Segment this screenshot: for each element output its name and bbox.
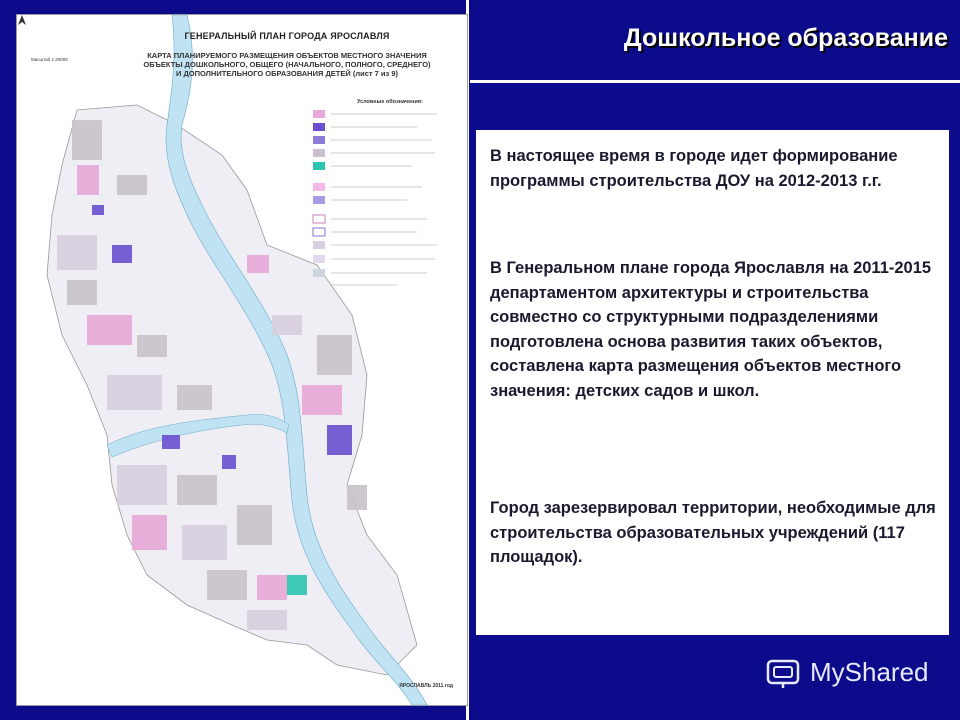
slide-title: Дошкольное образование [623, 24, 948, 52]
map-title: ГЕНЕРАЛЬНЫЙ ПЛАН ГОРОДА ЯРОСЛАВЛЯ [184, 31, 390, 41]
map-subtitle-line-3: И ДОПОЛНИТЕЛЬНОГО ОБРАЗОВАНИЯ ДЕТЕЙ (лист 7 из 9) [175, 69, 399, 78]
legend-swatches [313, 110, 325, 277]
watermark-text: MyShared [810, 657, 929, 687]
map-subtitle-line-1: КАРТА ПЛАНИРУЕМОГО РАЗМЕЩЕНИЯ ОБЪЕКТОВ МЕСТНОГО ЗНАЧЕНИЯ [147, 51, 427, 60]
map-scale: Масштаб 1:20000 [31, 57, 68, 62]
north-arrow-icon [17, 15, 27, 25]
myshared-logo-icon [766, 657, 800, 689]
text-panel [476, 130, 949, 635]
map-drawing [17, 15, 467, 705]
city-plan-map [16, 14, 468, 706]
paragraph-2: В Генеральном плане города Ярославля на 2011-2015 департаментом архитектуры и строительства совместно со структурными подразделениями подготовлена основа развития таких объектов, составлена карта размещения объектов местного значения: детских садов и школ. [490, 259, 932, 400]
paragraph-1: В настоящее время в городе идет формирование программы строительства ДОУ на 2012-2013 г.г. [490, 147, 898, 190]
horizontal-divider [470, 80, 960, 83]
map-legend-heading: Условные обозначения: [357, 99, 423, 105]
map-subtitle [127, 51, 447, 78]
paragraph-3: Город зарезервировал территории, необходимые для строительства образовательных учреждений (117 площадок). [490, 499, 936, 567]
map-subtitle-line-2: ОБЪЕКТЫ ДОШКОЛЬНОГО, ОБЩЕГО (НАЧАЛЬНОГО, ПОЛНОГО, СРЕДНЕГО) [143, 60, 431, 69]
title-bar [470, 0, 960, 80]
legend-lines [331, 114, 437, 285]
map-footer: ЯРОСЛАВЛЬ 2011 год [399, 683, 453, 689]
